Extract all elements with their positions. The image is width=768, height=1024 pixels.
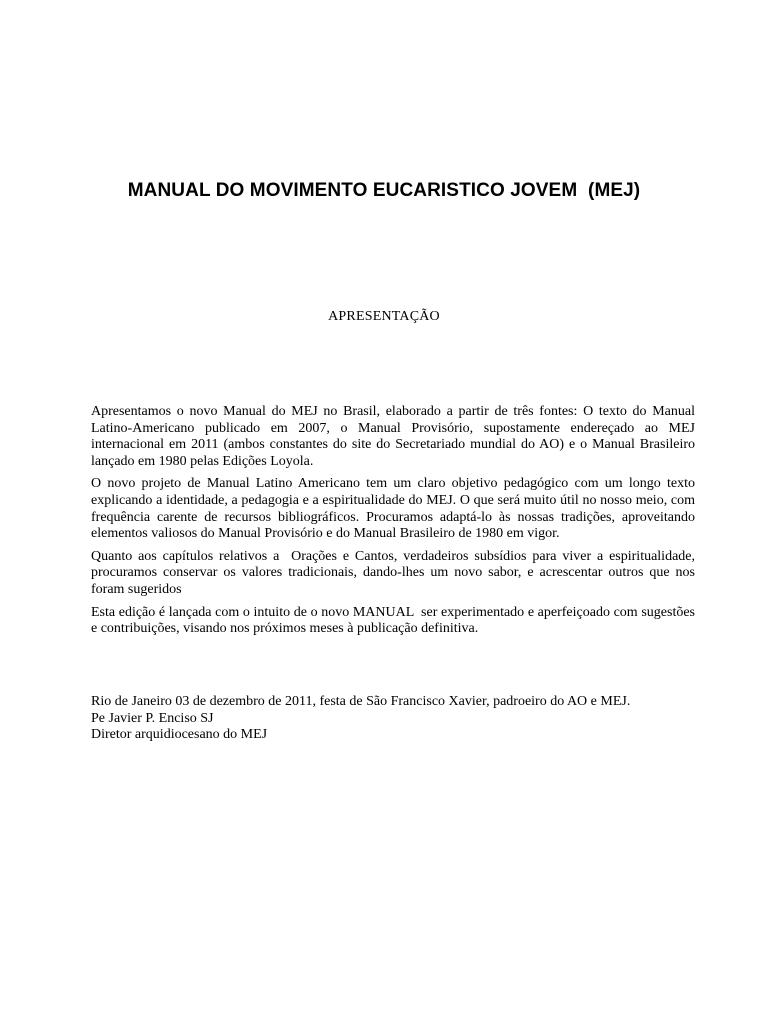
paragraph-4: Esta edição é lançada com o intuito de o novo MANUAL ser experimentado e aperfeiçoado com sugestões e contribuições, visando nos próximos meses à publicação definitiva. [91, 604, 699, 637]
paragraph-1: Apresentamos o novo Manual do MEJ no Brasil, elaborado a partir de três fontes: O texto do Manual Latino-Americano publicado em 2007, o Manual Provisório, supostamente endereçado ao MEJ internacional em 2011 (ambos constantes do site do Secretariado mundial do AO) e o Manual Brasileiro lançado em 1980 pelas Edições Loyola. [91, 404, 699, 469]
document-title: MANUAL DO MOVIMENTO EUCARISTICO JOVEM (MEJ) [127, 180, 641, 201]
signature-author: Pe Javier P. Enciso SJ [91, 710, 214, 726]
paragraph-3: Quanto aos capítulos relativos a Orações e Cantos, verdadeiros subsídios para viver a espiritualidade, procuramos conservar os valores tradicionais, dando-lhes um novo sabor, e acrescentar outros que nos foram sugeridos [91, 548, 699, 597]
body-text [91, 404, 699, 644]
signature-role: Diretor arquidiocesano do MEJ [91, 727, 268, 743]
signature-block [91, 694, 731, 744]
paragraph-2: O novo projeto de Manual Latino Americano tem um claro objetivo pedagógico com um longo texto explicando a identidade, a pedagogia e a espiritualidade do MEJ. O que será muito útil no nosso meio, com frequência carente de recursos bibliográficos. Procuramos adaptá-lo às nossas tradições, aproveitando elementos valiosos do Manual Provisório e do Manual Brasileiro de 1980 em vigor. [91, 476, 699, 542]
signature-place-date: Rio de Janeiro 03 de dezembro de 2011, festa de São Francisco Xavier, padroeiro do AO e MEJ. [91, 694, 631, 709]
section-heading: APRESENTAÇÃO [328, 309, 440, 324]
